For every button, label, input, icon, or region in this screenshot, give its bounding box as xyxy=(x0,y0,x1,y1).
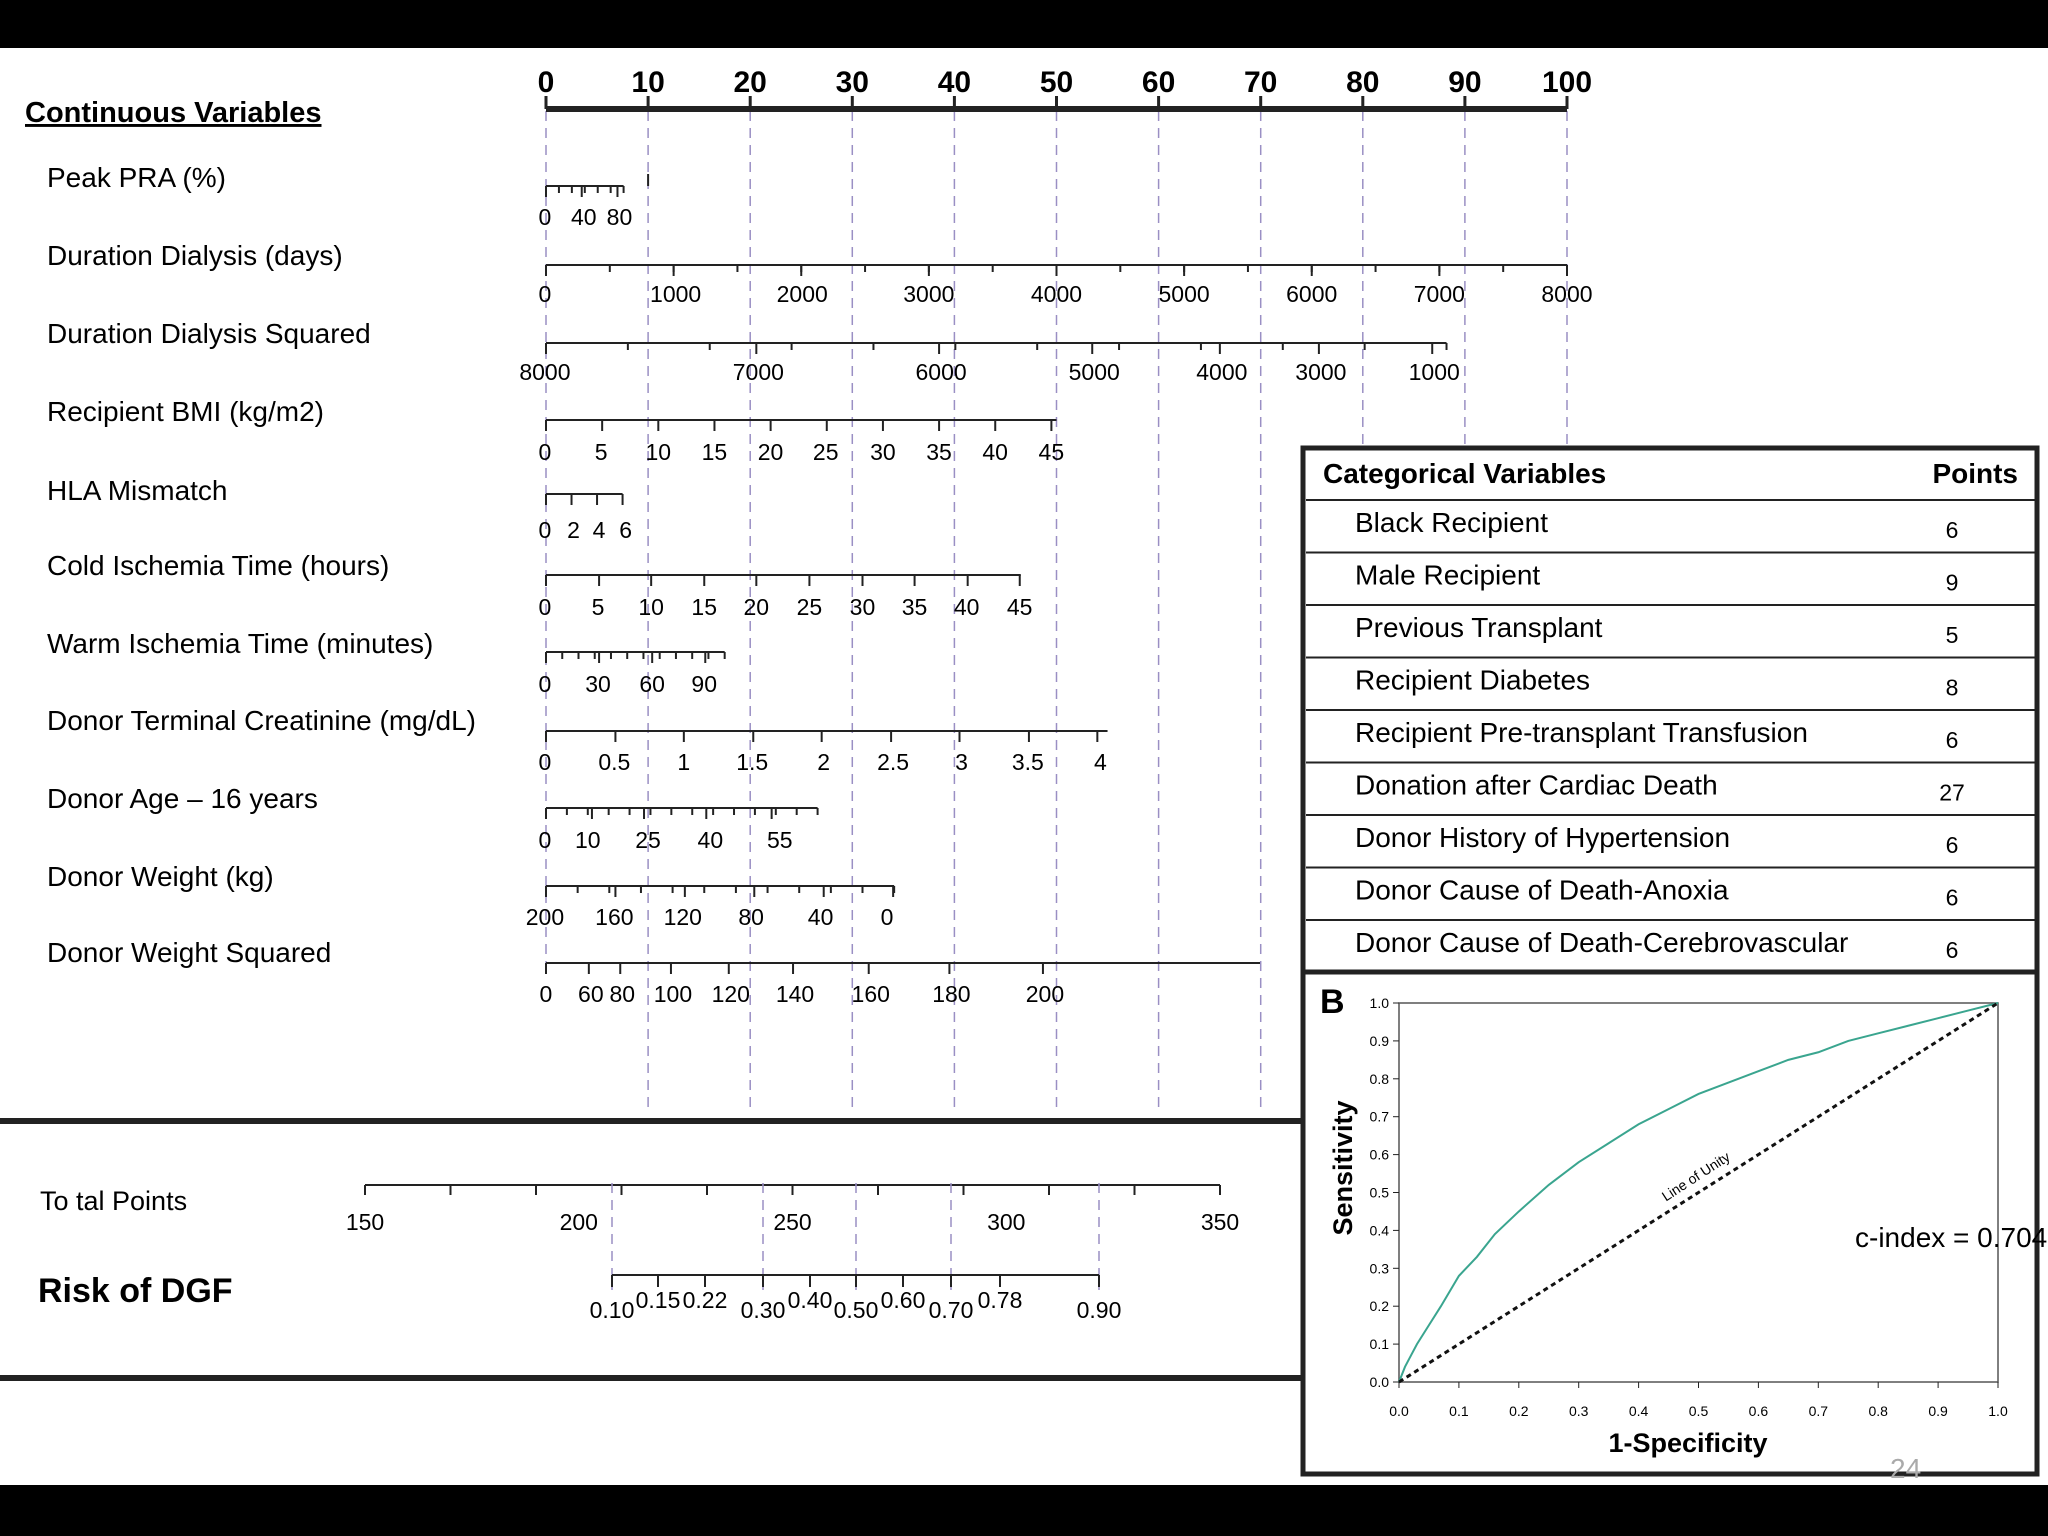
total-points-label: To tal Points xyxy=(40,1186,188,1216)
points-tick-label: 10 xyxy=(631,66,665,99)
variable-tick-label: 2 xyxy=(567,517,580,543)
variable-tick-label: 60 xyxy=(639,671,665,697)
variable-label: Duration Dialysis Squared xyxy=(47,318,371,349)
variable-tick-label: 10 xyxy=(645,439,672,465)
variable-tick-label: 0 xyxy=(538,517,552,543)
points-header: Points xyxy=(1932,458,2018,489)
variable-tick-label: 0.5 xyxy=(598,749,631,775)
variable-tick-label: 0 xyxy=(538,204,552,230)
categorical-row-label: Recipient Diabetes xyxy=(1355,664,1591,696)
categorical-row-points: 9 xyxy=(1945,569,1959,596)
variable-tick-label: 80 xyxy=(606,204,633,230)
categorical-row-points: 6 xyxy=(1945,727,1959,753)
roc-x-tick-label: 0.0 xyxy=(1389,1403,1409,1419)
variable-tick-label: 25 xyxy=(796,594,823,620)
roc-x-tick-label: 0.4 xyxy=(1628,1403,1649,1419)
variable-tick-label: 1.5 xyxy=(736,749,769,775)
risk-tick-label: 0.78 xyxy=(977,1287,1023,1313)
variable-tick-label: 40 xyxy=(807,904,834,930)
panel-label: B xyxy=(1320,983,1345,1021)
roc-x-tick-label: 0.9 xyxy=(1928,1403,1948,1419)
variable-tick-label: 7000 xyxy=(732,359,784,385)
roc-x-tick-label: 0.1 xyxy=(1449,1403,1469,1419)
variable-tick-label: 35 xyxy=(901,594,928,620)
variable-tick-label: 3 xyxy=(955,749,968,775)
variable-label: Donor Weight Squared xyxy=(47,937,332,968)
categorical-row-label: Black Recipient xyxy=(1355,507,1548,538)
variable-tick-label: 90 xyxy=(691,671,718,697)
variable-tick-label: 200 xyxy=(525,904,565,930)
variable-tick-label: 30 xyxy=(585,671,611,697)
categorical-row-points: 8 xyxy=(1945,674,1959,701)
band-bottom-border xyxy=(0,1375,1304,1381)
risk-tick-label: 0.10 xyxy=(589,1297,635,1323)
roc-x-tick-label: 0.3 xyxy=(1568,1403,1589,1419)
variable-tick-label: 55 xyxy=(766,827,793,853)
variable-tick-label: 8000 xyxy=(1541,281,1593,307)
total-tick-label: 300 xyxy=(987,1209,1026,1235)
variable-tick-label: 40 xyxy=(570,204,597,230)
categorical-row-label: Previous Transplant xyxy=(1355,612,1603,643)
variable-tick-label: 160 xyxy=(595,904,634,930)
variable-label: Cold Ischemia Time (hours) xyxy=(47,550,390,581)
variable-tick-label: 40 xyxy=(697,827,724,853)
roc-x-axis-label: 1-Specificity xyxy=(1608,1428,1768,1458)
roc-x-tick-label: 0.5 xyxy=(1688,1403,1709,1419)
categorical-header: Categorical Variables xyxy=(1323,458,1607,489)
categorical-row-label: Male Recipient xyxy=(1355,559,1541,591)
variable-tick-label: 180 xyxy=(932,981,971,1007)
variable-tick-label: 0 xyxy=(538,827,552,853)
band-top-border xyxy=(0,1118,1304,1124)
variable-tick-label: 6 xyxy=(619,517,632,543)
points-tick-label: 80 xyxy=(1346,66,1380,99)
variable-label: Warm Ischemia Time (minutes) xyxy=(47,628,434,659)
points-tick-label: 70 xyxy=(1244,66,1278,99)
variable-tick-label: 160 xyxy=(851,981,890,1007)
roc-x-tick-label: 0.6 xyxy=(1748,1403,1769,1419)
variable-tick-label: 1000 xyxy=(650,281,702,307)
variable-tick-label: 45 xyxy=(1006,594,1033,620)
categorical-row-points: 6 xyxy=(1945,937,1959,963)
variable-tick-label: 10 xyxy=(638,594,664,620)
total-tick-label: 150 xyxy=(345,1209,385,1235)
variable-tick-label: 20 xyxy=(743,594,770,620)
categorical-row-points: 6 xyxy=(1945,884,1959,911)
variable-tick-label: 4000 xyxy=(1030,281,1083,307)
roc-panel xyxy=(1303,972,2047,1474)
roc-y-tick-label: 0.8 xyxy=(1369,1070,1389,1087)
variable-tick-label: 0 xyxy=(539,981,553,1007)
variable-tick-label: 45 xyxy=(1038,439,1065,465)
c-index-annotation: c-index = 0.704 xyxy=(1855,1222,2048,1253)
roc-y-tick-label: 0.6 xyxy=(1369,1146,1389,1163)
variable-tick-label: 0 xyxy=(880,904,894,930)
variable-tick-label: 15 xyxy=(701,439,728,465)
points-tick-label: 90 xyxy=(1448,66,1482,99)
variable-label: Recipient BMI (kg/m2) xyxy=(47,396,324,427)
categorical-row-points: 27 xyxy=(1939,779,1965,806)
categorical-row-label: Donor Cause of Death-Cerebrovascular xyxy=(1355,927,1849,958)
points-tick-label: 20 xyxy=(733,66,767,99)
risk-tick-label: 0.30 xyxy=(740,1297,786,1323)
variable-tick-label: 0 xyxy=(538,749,552,775)
roc-y-tick-label: 0.1 xyxy=(1369,1336,1389,1353)
categorical-row-points: 5 xyxy=(1945,622,1959,648)
variable-tick-label: 0 xyxy=(538,671,552,697)
variable-tick-label: 120 xyxy=(663,904,702,930)
risk-tick-label: 0.70 xyxy=(928,1297,974,1323)
risk-tick-label: 0.40 xyxy=(787,1287,833,1313)
variable-label: Peak PRA (%) xyxy=(47,162,226,193)
roc-y-tick-label: 0.7 xyxy=(1369,1108,1389,1125)
variable-tick-label: 10 xyxy=(575,827,601,853)
variable-tick-label: 25 xyxy=(635,827,661,853)
total-tick-label: 200 xyxy=(559,1209,598,1235)
variable-tick-label: 80 xyxy=(738,904,764,930)
variable-tick-label: 3000 xyxy=(1295,359,1347,385)
variable-tick-label: 7000 xyxy=(1413,281,1465,307)
roc-x-tick-label: 0.2 xyxy=(1509,1403,1529,1419)
risk-tick-label: 0.90 xyxy=(1076,1297,1122,1323)
roc-x-tick-label: 0.8 xyxy=(1868,1403,1888,1419)
variable-tick-label: 200 xyxy=(1025,981,1065,1007)
roc-y-tick-label: 0.9 xyxy=(1369,1032,1389,1049)
variable-tick-label: 5 xyxy=(591,594,605,620)
points-tick-label: 100 xyxy=(1541,66,1593,99)
variable-tick-label: 3.5 xyxy=(1011,749,1044,775)
variable-tick-label: 5 xyxy=(594,439,608,465)
roc-x-tick-label: 0.7 xyxy=(1808,1403,1829,1419)
roc-y-tick-label: 0.2 xyxy=(1369,1298,1389,1315)
roc-x-tick-label: 1.0 xyxy=(1988,1403,2008,1419)
points-tick-label: 60 xyxy=(1141,66,1176,99)
variable-label: HLA Mismatch xyxy=(47,475,228,506)
categorical-variables-table xyxy=(1303,448,2037,972)
categorical-row-points: 6 xyxy=(1945,832,1959,858)
variable-tick-label: 2000 xyxy=(776,281,828,307)
variable-tick-label: 5000 xyxy=(1068,359,1120,385)
categorical-row-points: 6 xyxy=(1945,517,1959,543)
variable-tick-label: 20 xyxy=(757,439,784,465)
variable-tick-label: 6000 xyxy=(1286,281,1338,307)
variable-tick-label: 15 xyxy=(691,594,718,620)
variable-tick-label: 140 xyxy=(775,981,815,1007)
roc-y-tick-label: 0.3 xyxy=(1369,1260,1389,1277)
variable-tick-label: 3000 xyxy=(903,281,955,307)
points-tick-label: 50 xyxy=(1039,66,1074,99)
categorical-row-label: Donor History of Hypertension xyxy=(1355,822,1731,853)
variable-tick-label: 40 xyxy=(982,439,1008,465)
categorical-row-label: Donor Cause of Death-Anoxia xyxy=(1355,874,1729,906)
points-tick-label: 0 xyxy=(537,66,555,99)
variable-tick-label: 120 xyxy=(711,981,750,1007)
variable-tick-label: 30 xyxy=(849,594,876,620)
variable-tick-label: 25 xyxy=(812,439,839,465)
roc-y-tick-label: 1.0 xyxy=(1369,995,1389,1011)
variable-label: Duration Dialysis (days) xyxy=(47,240,343,271)
points-tick-label: 30 xyxy=(835,66,869,99)
categorical-row-label: Donation after Cardiac Death xyxy=(1355,769,1718,801)
points-tick-label: 40 xyxy=(937,66,972,99)
variable-tick-label: 6000 xyxy=(915,359,967,385)
roc-y-tick-label: 0.0 xyxy=(1369,1374,1389,1390)
variable-tick-label: 1 xyxy=(677,749,691,775)
variable-tick-label: 2.5 xyxy=(877,749,910,775)
categorical-row-label: Recipient Pre-transplant Transfusion xyxy=(1355,717,1808,748)
continuous-variables-header: Continuous Variables xyxy=(25,97,322,129)
variable-tick-label: 40 xyxy=(953,594,980,620)
variable-tick-label: 8000 xyxy=(519,359,571,385)
variable-label: Donor Age – 16 years xyxy=(47,783,318,814)
page-number: 24 xyxy=(1890,1453,1922,1484)
variable-tick-label: 80 xyxy=(609,981,636,1007)
variable-tick-label: 2 xyxy=(817,749,831,775)
variable-label: Donor Terminal Creatinine (mg/dL) xyxy=(47,705,476,736)
variable-tick-label: 0 xyxy=(538,281,552,307)
variable-tick-label: 30 xyxy=(870,439,896,465)
risk-tick-label: 0.15 xyxy=(635,1287,681,1313)
variable-tick-label: 0 xyxy=(538,594,552,620)
risk-tick-label: 0.22 xyxy=(682,1287,728,1313)
variable-tick-label: 60 xyxy=(578,981,604,1007)
variable-tick-label: 1000 xyxy=(1408,359,1460,385)
variable-tick-label: 35 xyxy=(926,439,952,465)
variable-tick-label: 4 xyxy=(592,517,606,543)
variable-tick-label: 4 xyxy=(1093,749,1107,775)
risk-of-dgf-label: Risk of DGF xyxy=(38,1272,233,1310)
risk-tick-label: 0.60 xyxy=(880,1287,926,1313)
variable-label: Donor Weight (kg) xyxy=(47,861,274,892)
variable-tick-label: 0 xyxy=(538,439,552,465)
roc-y-tick-label: 0.4 xyxy=(1369,1222,1389,1239)
variable-tick-label: 4000 xyxy=(1196,359,1248,385)
variable-tick-label: 100 xyxy=(653,981,693,1007)
total-tick-label: 250 xyxy=(773,1209,812,1235)
roc-y-axis-label: Sensitivity xyxy=(1328,1100,1358,1236)
roc-y-tick-label: 0.5 xyxy=(1369,1184,1389,1201)
variable-tick-label: 5000 xyxy=(1158,281,1210,307)
line-of-unity-label: Line of Unity xyxy=(1658,1148,1733,1205)
total-tick-label: 350 xyxy=(1200,1209,1240,1235)
risk-tick-label: 0.50 xyxy=(833,1297,879,1323)
